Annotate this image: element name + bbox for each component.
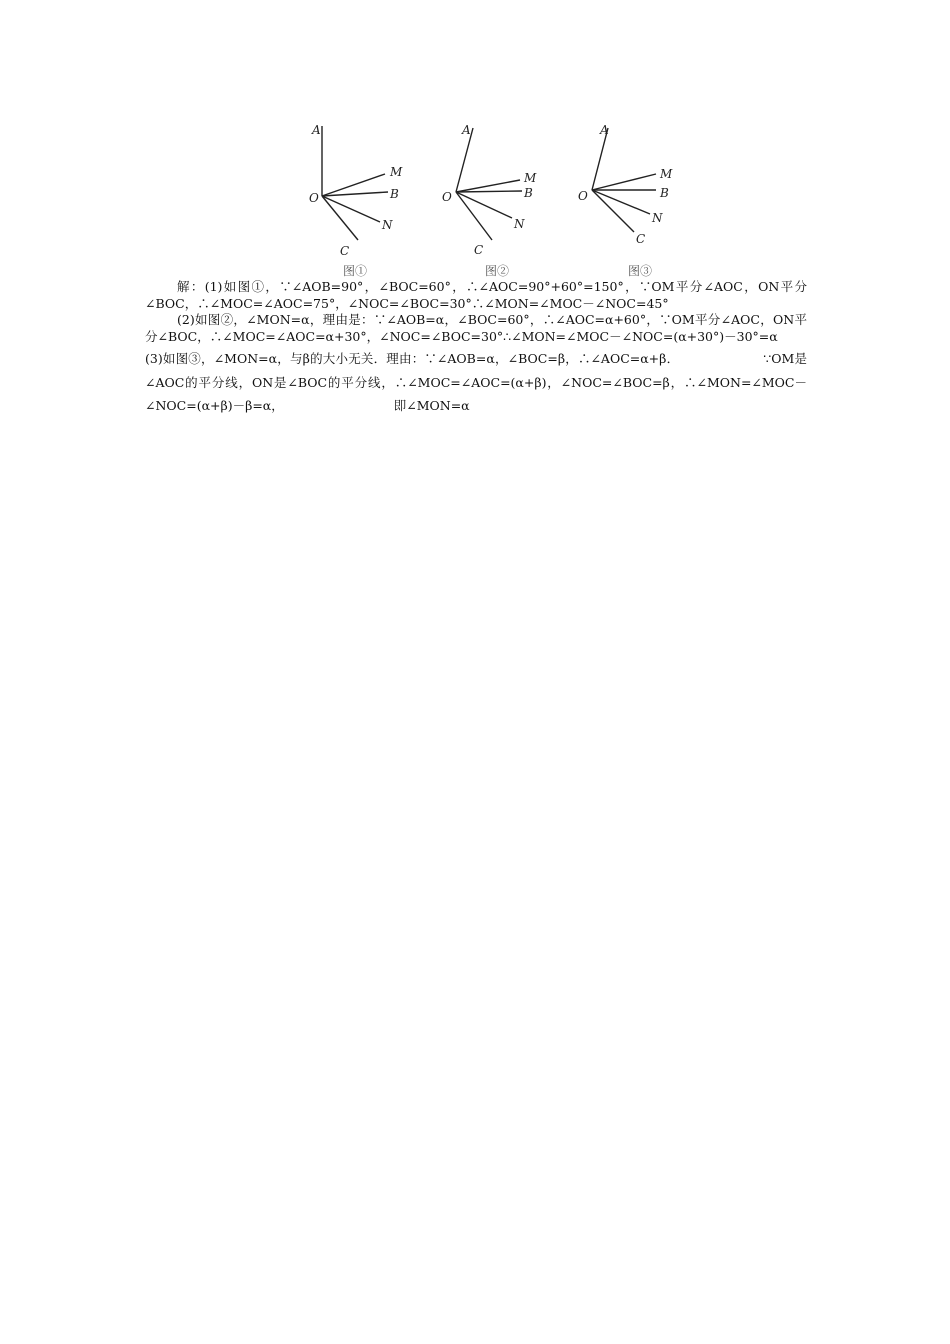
solution-part-3c: 即∠MON=α <box>393 398 470 413</box>
solution-text <box>145 279 807 418</box>
label-a: A <box>312 123 321 137</box>
figure-3 <box>570 110 710 280</box>
solution-part-1: 解：(1)如图①，∵∠AOB=90°，∠BOC=60°，∴∠AOC=90°+60°=150°，∵OM平分∠AOC，ON平分∠BOC，∴∠MOC=∠AOC=75°，∠NOC=∠BOC=30°∴∠MON=∠MOC－∠NOC=45° <box>145 279 807 311</box>
label-c: C <box>636 232 646 246</box>
ray-om <box>456 180 520 192</box>
solution-part-3 <box>145 347 807 418</box>
ray-on <box>592 190 650 214</box>
ray-oc <box>456 192 492 240</box>
solution-part-3a: (3)如图③，∠MON=α，与β的大小无关．理由：∵∠AOB=α，∠BOC=β，∴∠AOC=α+β． <box>145 351 680 366</box>
label-b: B <box>660 186 669 200</box>
figure-2-diagram <box>430 110 570 260</box>
label-b: B <box>390 187 399 201</box>
label-b: B <box>524 186 533 200</box>
ray-om <box>592 174 656 190</box>
ray-oa <box>592 128 608 190</box>
label-a: A <box>600 123 609 137</box>
solution-part-2: (2)如图②，∠MON=α，理由是：∵∠AOB=α，∠BOC=60°，∴∠AOC=α+60°，∵OM平分∠AOC，ON平分∠BOC，∴∠MOC=∠AOC=α+30°，∠NOC=∠BOC=30°∴∠MON=∠MOC－∠NOC=(α+30°)－30°=α <box>145 312 807 344</box>
figure-1-diagram <box>290 110 430 260</box>
label-m: M <box>390 165 403 179</box>
label-a: A <box>462 123 471 137</box>
label-n: N <box>514 217 525 231</box>
label-m: M <box>524 171 537 185</box>
ray-on <box>322 196 380 222</box>
label-c: C <box>340 244 350 258</box>
label-n: N <box>652 211 663 225</box>
figure-2-caption: 图② <box>484 264 509 278</box>
label-o: O <box>578 189 588 203</box>
figure-1-caption: 图① <box>342 264 367 278</box>
solution-part-3b: ∵OM是∠AOC的平分线，ON是∠BOC的平分线，∴∠MOC=∠AOC=(α+β)，∠NOC=∠BOC=β，∴∠MON=∠MOC－∠NOC=(α+β)－β=α， <box>145 351 807 413</box>
ray-oc <box>592 190 634 232</box>
ray-ob <box>456 191 522 192</box>
figure-2 <box>430 110 570 280</box>
label-o: O <box>442 190 452 204</box>
ray-oc <box>322 196 358 240</box>
figure-3-diagram <box>570 110 710 260</box>
label-n: N <box>382 218 393 232</box>
ray-on <box>456 192 512 218</box>
figure-strip <box>290 110 710 290</box>
label-o: O <box>309 191 319 205</box>
figure-3-caption: 图③ <box>627 264 652 278</box>
label-c: C <box>474 243 484 257</box>
figure-1 <box>290 110 430 280</box>
ray-oa <box>456 128 473 192</box>
label-m: M <box>660 167 673 181</box>
